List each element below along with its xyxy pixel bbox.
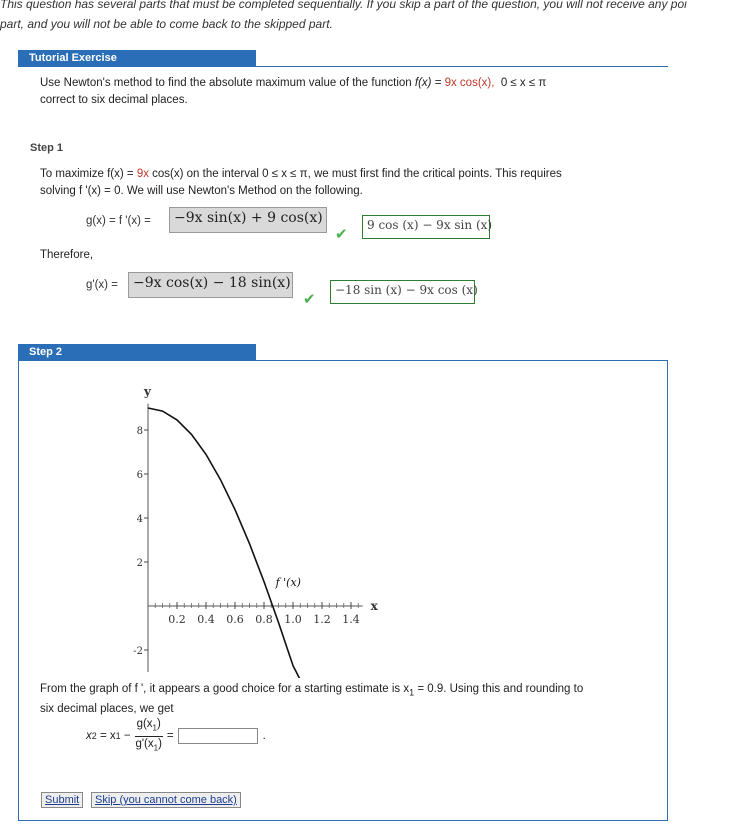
step2-label: Step 2 xyxy=(29,346,63,358)
step1-func-coef: 9x xyxy=(136,168,149,180)
step2-description xyxy=(40,681,660,718)
x-tick-label: 0.8 xyxy=(255,613,273,626)
problem-fx: f(x) = xyxy=(414,77,445,89)
g-entered-answer[interactable]: −9x sin(x) + 9 cos(x) xyxy=(169,207,327,233)
x1-eq: = x xyxy=(96,730,116,742)
tutorial-title: Tutorial Exercise xyxy=(29,52,117,64)
therefore-text: Therefore, xyxy=(40,249,94,261)
x-tick-label: 1.2 xyxy=(313,613,331,626)
step1-label: Step 1 xyxy=(30,142,64,154)
minus-sign: − xyxy=(120,730,131,742)
g-correct-check-icon: ✔ xyxy=(335,226,348,243)
y-tick-label: 2 xyxy=(136,558,143,569)
equals-sign: = xyxy=(166,730,174,742)
newton-fraction xyxy=(135,717,163,755)
tutorial-divider xyxy=(18,66,668,67)
gprime-correct-check-icon: ✔ xyxy=(303,291,316,308)
curve-label: f '(x) xyxy=(275,576,301,590)
notice-line-1: This question has several parts that must be completed sequentially. If you skip a part of the question, you will not receive any poi xyxy=(0,0,687,11)
step1-text-c: solving f '(x) = 0. We will use Newton's Method on the following. xyxy=(40,185,363,197)
y-axis-ticks xyxy=(133,426,148,657)
g-correct-answer: 9 cos (x) − 9x sin (x) xyxy=(362,215,490,239)
problem-text-2: correct to six decimal places. xyxy=(40,94,188,106)
y-tick-label: 4 xyxy=(136,514,143,525)
submit-button[interactable]: Submit xyxy=(41,792,83,808)
period: . xyxy=(262,730,266,742)
x-tick-label: 1.0 xyxy=(284,613,302,626)
newton-formula xyxy=(86,720,266,752)
fprime-graph xyxy=(120,378,440,678)
gprime-correct-answer: −18 sin (x) − 9x cos (x) xyxy=(330,280,475,304)
x2-answer-input[interactable] xyxy=(178,728,258,744)
y-tick-label: 6 xyxy=(136,470,143,481)
step1-text-b: cos(x) on the interval 0 ≤ x ≤ π, we must first find the critical points. This requires xyxy=(148,168,562,180)
y-tick-label: 8 xyxy=(136,426,143,437)
problem-statement xyxy=(40,75,680,109)
notice-line-2: part, and you will not be able to come back to the skipped part. xyxy=(0,17,333,31)
step2-text-a: From the graph of f ', it appears a good choice for a starting estimate is x xyxy=(40,683,410,695)
y-axis-label: y xyxy=(144,384,151,399)
x-tick-label: 0.4 xyxy=(197,613,215,626)
problem-func: 9x cos(x), xyxy=(444,77,495,89)
graph-axes xyxy=(148,404,363,672)
x1-sub: 1 xyxy=(115,731,121,741)
problem-interval: 0 ≤ x ≤ π xyxy=(500,77,547,89)
gprime-entered-answer[interactable]: −9x cos(x) − 18 sin(x) xyxy=(128,272,293,298)
step1-description xyxy=(40,166,700,200)
x2-symbol: x xyxy=(86,730,92,742)
x-tick-label: 1.4 xyxy=(342,613,360,626)
sequential-notice xyxy=(0,0,734,34)
skip-button[interactable]: Skip (you cannot come back) xyxy=(91,792,241,808)
problem-text: Use Newton's method to find the absolute maximum value of the function xyxy=(40,77,415,89)
x-tick-label: 0.6 xyxy=(226,613,244,626)
x2-sub: 2 xyxy=(91,731,97,741)
step2-tab xyxy=(18,344,256,361)
step2-text-b: = 0.9. Using this and rounding to xyxy=(414,683,584,695)
y-tick-label: -2 xyxy=(133,646,143,657)
x-tick-label: 0.2 xyxy=(168,613,186,626)
fprime-curve xyxy=(148,408,322,678)
tutorial-exercise-tab xyxy=(18,50,256,67)
step2-text-c: six decimal places, we get xyxy=(40,703,174,716)
fraction-numerator: $g(x_1)$ xyxy=(135,717,163,736)
g-label: g(x) = f '(x) = xyxy=(86,215,151,227)
x-axis-label: x xyxy=(370,599,378,613)
gprime-label: g'(x) = xyxy=(86,279,118,291)
step2-x1-sub: 1 xyxy=(409,687,415,698)
fraction-denominator: $g'(x_1)$ xyxy=(135,737,162,752)
step1-text-a: To maximize f(x) = xyxy=(40,168,137,180)
